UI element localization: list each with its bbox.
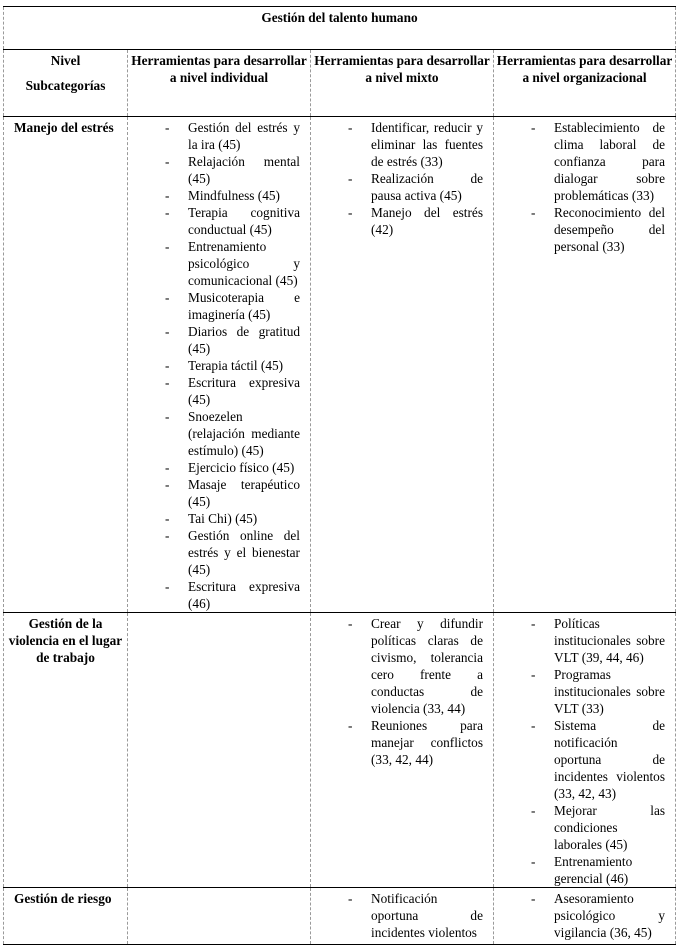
table-row: [4, 613, 676, 888]
list-item: - Terapia cognitiva conductual (45): [188, 204, 300, 238]
subcategory-cell: Gestión de la violencia en el lugar de trabajo: [4, 613, 128, 888]
list-item: - Políticas institucionales sobre VLT (39, 44, 46): [554, 615, 665, 666]
header-nivel: [4, 50, 128, 117]
list-item: - Relajación mental (45): [188, 153, 300, 187]
list-item: - Ejercicio físico (45): [188, 459, 300, 476]
list-item: - Reuniones para manejar conflictos (33, 42, 44): [371, 717, 483, 768]
list-item: - Realización de pausa activa (45): [371, 170, 483, 204]
mixto-list: [311, 888, 493, 941]
table-title: Gestión del talento humano: [4, 7, 676, 50]
mixto-list: [311, 613, 493, 768]
organizacional-list: [494, 888, 675, 941]
list-item: - Escritura expresiva (46): [188, 578, 300, 612]
list-item: - Snoezelen (relajación mediante estímulo) (45): [188, 408, 300, 459]
list-item: - Gestión del estrés y la ira (45): [188, 119, 300, 153]
list-item: - Manejo del estrés (42): [371, 204, 483, 238]
list-item: - Asesoramiento psicológico y vigilancia (36, 45): [554, 890, 665, 941]
list-item: - Entrenamiento psicológico y comunicacional (45): [188, 238, 300, 289]
list-item: - Escritura expresiva (45): [188, 374, 300, 408]
organizacional-cell: [494, 888, 676, 945]
header-nivel-label: Nivel: [50, 53, 81, 68]
talent-management-table: [3, 6, 676, 945]
list-item: - Diarios de gratitud (45): [188, 323, 300, 357]
list-item: - Mindfulness (45): [188, 187, 300, 204]
list-item: - Crear y difundir políticas claras de civismo, tolerancia cero frente a conductas de violencia (33, 44): [371, 615, 483, 717]
header-organizacional: Herramientas para desarrollar a nivel organizacional: [494, 50, 676, 117]
header-individual: Herramientas para desarrollar a nivel individual: [128, 50, 311, 117]
subcategory-cell: Manejo del estrés: [4, 117, 128, 613]
list-item: - Identificar, reducir y eliminar las fuentes de estrés (33): [371, 119, 483, 170]
list-item: - Programas institucionales sobre VLT (33): [554, 666, 665, 717]
organizacional-cell: [494, 613, 676, 888]
header-subcategorias-label: Subcategorías: [25, 78, 106, 93]
list-item: - Tai Chi) (45): [188, 510, 300, 527]
list-item: - Reconocimiento del desempeño del personal (33): [554, 204, 665, 255]
list-item: - Musicoterapia e imaginería (45): [188, 289, 300, 323]
individual-list: [128, 117, 310, 612]
mixto-cell: [311, 888, 494, 945]
table-row: [4, 888, 676, 945]
list-item: - Entrenamiento gerencial (46): [554, 853, 665, 887]
individual-cell: [128, 117, 311, 613]
subcategory-cell: Gestión de riesgo: [4, 888, 128, 945]
mixto-cell: [311, 613, 494, 888]
list-item: - Sistema de notificación oportuna de incidentes violentos (33, 42, 43): [554, 717, 665, 802]
list-item: - Terapia táctil (45): [188, 357, 300, 374]
table-row: [4, 117, 676, 613]
header-mixto: Herramientas para desarrollar a nivel mixto: [311, 50, 494, 117]
organizacional-list: [494, 117, 675, 255]
header-row: [4, 50, 676, 117]
individual-cell: [128, 613, 311, 888]
organizacional-cell: [494, 117, 676, 613]
organizacional-list: [494, 613, 675, 887]
list-item: - Notificación oportuna de incidentes violentos: [371, 890, 483, 941]
list-item: - Masaje terapéutico (45): [188, 476, 300, 510]
list-item: - Gestión online del estrés y el bienestar (45): [188, 527, 300, 578]
list-item: - Mejorar las condiciones laborales (45): [554, 802, 665, 853]
mixto-cell: [311, 117, 494, 613]
individual-cell: [128, 888, 311, 945]
mixto-list: [311, 117, 493, 238]
list-item: - Establecimiento de clima laboral de confianza para dialogar sobre problemáticas (33): [554, 119, 665, 204]
